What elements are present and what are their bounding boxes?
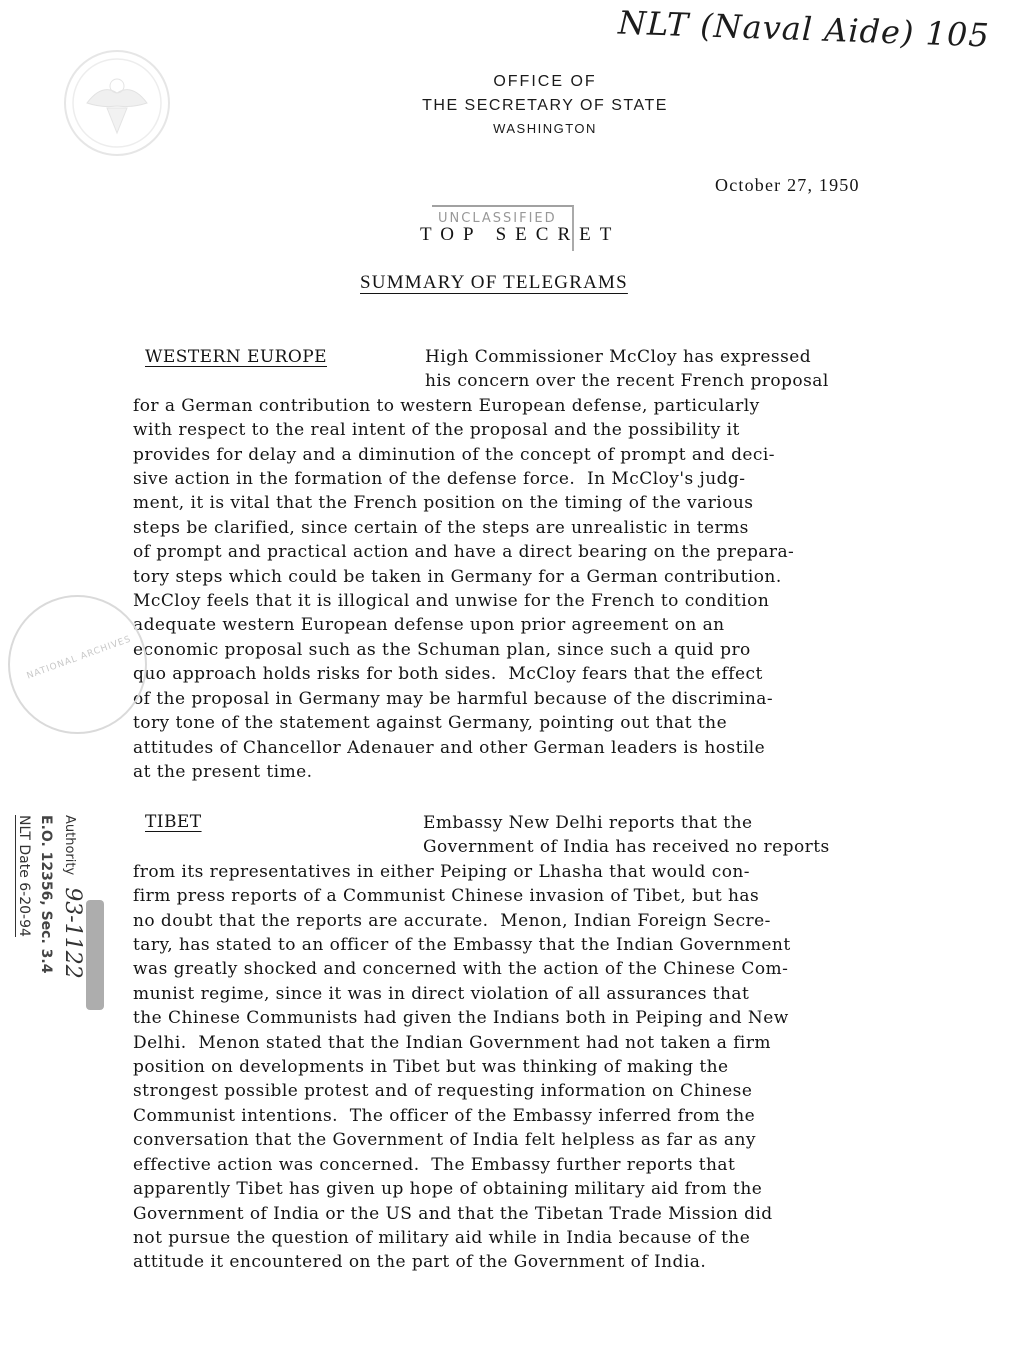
archive-stamp xyxy=(8,595,147,734)
text-line: his concern over the recent French proposal xyxy=(425,371,829,392)
text-line: Communist intentions. The officer of the Embassy inferred from the xyxy=(133,1105,756,1126)
text-line: the Chinese Communists had given the Indians both in Peiping and New xyxy=(133,1008,789,1029)
text-line: tory steps which could be taken in Germany for a German contribution. xyxy=(133,566,782,587)
text-line: adequate western European defense upon prior agreement on an xyxy=(133,615,725,636)
declass-authority-label: Authority xyxy=(62,815,77,876)
section-body-tibet xyxy=(133,811,830,1275)
text-line: sive action in the formation of the defense force. In McCloy's judg- xyxy=(133,469,746,490)
text-line: Delhi. Menon stated that the Indian Government had not taken a firm xyxy=(133,1032,771,1053)
text-line: strongest possible protest and of requesting information on Chinese xyxy=(133,1081,753,1102)
letterhead-city: WASHINGTON xyxy=(493,121,597,136)
text-line: firm press reports of a Communist Chinese invasion of Tibet, but has xyxy=(133,886,760,907)
letterhead-office: OFFICE OF xyxy=(493,73,597,90)
text-line: attitude it encountered on the part of the Government of India. xyxy=(133,1252,707,1273)
text-line: ment, it is vital that the French position on the timing of the various xyxy=(133,493,754,514)
document-date: October 27, 1950 xyxy=(715,175,860,195)
text-line: economic proposal such as the Schuman plan, since such a quid pro xyxy=(133,639,751,660)
section-heading-western-europe: WESTERN EUROPE xyxy=(145,347,327,367)
text-line: for a German contribution to western European defense, particularly xyxy=(133,395,760,416)
text-line: attitudes of Chancellor Adenauer and other German leaders is hostile xyxy=(133,737,766,758)
letterhead-secretary: THE SECRETARY OF STATE xyxy=(422,97,668,114)
stamp-text: UNCLASSIFIED xyxy=(438,211,557,226)
text-line: effective action was concerned. The Embassy further reports that xyxy=(133,1154,736,1175)
text-line: no doubt that the reports are accurate. Menon, Indian Foreign Secre- xyxy=(133,910,771,931)
section-body-western-europe xyxy=(133,345,829,784)
text-line: munist regime, since it was in direct violation of all assurances that xyxy=(133,983,750,1004)
text-line: from its representatives in either Peiping or Lhasha that would con- xyxy=(133,861,750,882)
text-line: conversation that the Government of India felt helpless as far as any xyxy=(133,1130,756,1151)
letterhead xyxy=(330,70,760,140)
text-line: Government of India or the US and that the Tibetan Trade Mission did xyxy=(133,1203,773,1224)
stamp-ink-mark xyxy=(86,900,104,1010)
text-line: of prompt and practical action and have a direct bearing on the prepara- xyxy=(133,542,795,563)
document-title: SUMMARY OF TELEGRAMS xyxy=(360,272,628,293)
embossed-seal-icon xyxy=(62,48,172,158)
text-line: Government of India has received no reports xyxy=(423,837,830,858)
declass-eo: E.O. 12356, Sec. 3.4 xyxy=(38,815,54,974)
text-line: tory tone of the statement against Germany, pointing out that the xyxy=(133,713,728,734)
declass-authority-value: 93-1122 xyxy=(60,887,85,979)
text-line: was greatly shocked and concerned with the action of the Chinese Com- xyxy=(133,959,789,980)
text-line: High Commissioner McCloy has expressed xyxy=(425,347,812,367)
handwritten-annotation: NLT (Naval Aide) 105 xyxy=(617,3,991,55)
text-line: provides for delay and a diminution of the concept of prompt and deci- xyxy=(133,444,775,465)
section-heading-tibet: TIBET xyxy=(145,812,202,832)
classification-marking: TOP SECRET xyxy=(420,224,621,245)
declassification-stamp xyxy=(0,815,85,1175)
text-line: steps be clarified, since certain of the steps are unrealistic in terms xyxy=(133,517,749,538)
text-line: of the proposal in Germany may be harmful because of the discrimina- xyxy=(133,688,774,709)
text-line: quo approach holds risks for both sides. McCloy fears that the effect xyxy=(133,664,763,685)
archive-stamp-text: NATIONAL ARCHIVES xyxy=(25,634,133,682)
text-line: not pursue the question of military aid while in India because of the xyxy=(133,1227,751,1248)
text-line: Embassy New Delhi reports that the xyxy=(423,813,753,833)
text-line: with respect to the real intent of the proposal and the possibility it xyxy=(133,420,740,441)
declass-nlt: NLT Date 6-20-94 xyxy=(16,815,32,937)
text-line: apparently Tibet has given up hope of obtaining military aid from the xyxy=(133,1179,763,1200)
text-line: tary, has stated to an officer of the Embassy that the Indian Government xyxy=(133,935,791,956)
text-line: McCloy feels that it is illogical and unwise for the French to condition xyxy=(133,591,770,612)
text-line: at the present time. xyxy=(133,761,313,782)
text-line: position on developments in Tibet but was thinking of making the xyxy=(133,1057,729,1078)
